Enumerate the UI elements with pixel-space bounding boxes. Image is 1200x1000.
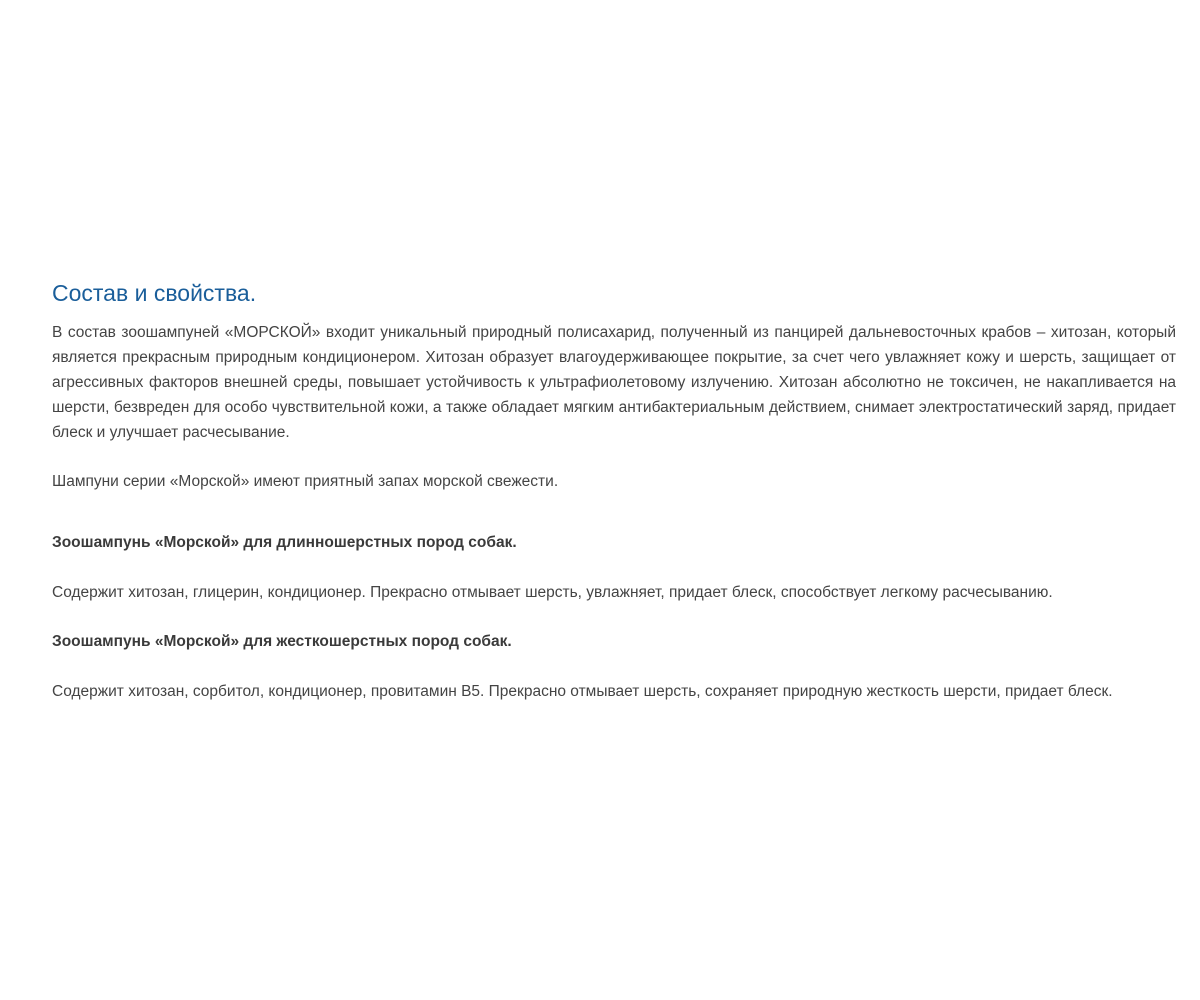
composition-section [52, 279, 1176, 704]
intro-paragraph: В состав зоошампуней «МОРСКОЙ» входит уникальный природный полисахарид, полученный из панцирей дальневосточных крабов – хитозан, который является прекрасным природным кондиционером. Хитозан образует влагоудерживающее покрытие, за счет чего увлажняет кожу и шерсть, защищает от агрессивных факторов внешней среды, повышает устойчивость к ультрафиолетовому излучению. Хитозан абсолютно не токсичен, не накапливается на шерсти, безвреден для особо чувствительной кожи, а также обладает мягким антибактериальным действием, снимает электростатический заряд, придает блеск и улучшает расчесывание. [52, 324, 1176, 441]
product-title-wire-hair: Зоошампунь «Морской» для жесткошерстных пород собак. [52, 633, 512, 650]
product-title-long-hair: Зоошампунь «Морской» для длинношерстных пород собак. [52, 534, 517, 551]
scent-paragraph: Шампуни серии «Морской» имеют приятный запах морской свежести. [52, 473, 559, 490]
product-description-long-hair: Содержит хитозан, глицерин, кондиционер. Прекрасно отмывает шерсть, увлажняет, придает блеск, способствует легкому расчесыванию. [52, 584, 1053, 601]
section-heading: Состав и свойства. [52, 280, 257, 306]
product-description-wire-hair: Содержит хитозан, сорбитол, кондиционер, провитамин B5. Прекрасно отмывает шерсть, сохраняет природную жесткость шерсти, придает блеск. [52, 683, 1113, 700]
